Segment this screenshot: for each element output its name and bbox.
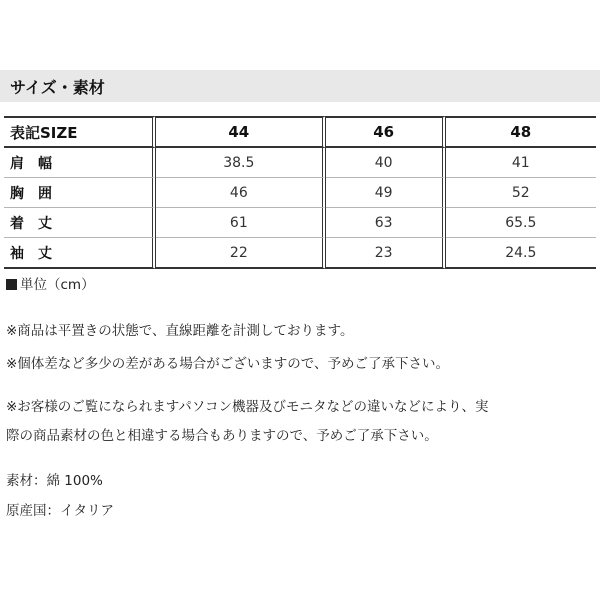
- row-label: 袖 丈: [4, 238, 156, 269]
- note-monitor-color-line1: ※お客様のご覧になられますパソコン機器及びモニタなどの違いなどにより、実: [6, 399, 489, 415]
- table-header-row: [4, 116, 596, 148]
- size-header: 48: [446, 116, 596, 148]
- cell-value: 38.5: [156, 148, 326, 178]
- cell-value: 22: [156, 238, 326, 269]
- cell-value: 46: [156, 178, 326, 208]
- note-individual-difference: ※個体差など多少の差がある場合がございますので、予めご了承下さい。: [6, 356, 450, 372]
- table-row: [4, 208, 596, 238]
- table-row: [4, 178, 596, 208]
- size-header: 46: [326, 116, 446, 148]
- row-label: 胸 囲: [4, 178, 156, 208]
- unit-note-text: 単位（cm）: [20, 277, 95, 293]
- material-info: 素材：綿 100%: [6, 473, 103, 489]
- origin-info: 原産国：イタリア: [6, 503, 114, 519]
- section-header: [0, 70, 600, 102]
- table-row: [4, 148, 596, 178]
- header-corner: 表記SIZE: [4, 116, 156, 148]
- cell-value: 49: [326, 178, 446, 208]
- cell-value: 63: [326, 208, 446, 238]
- size-table: [4, 116, 596, 269]
- cell-value: 40: [326, 148, 446, 178]
- cell-value: 52: [446, 178, 596, 208]
- cell-value: 23: [326, 238, 446, 269]
- cell-value: 24.5: [446, 238, 596, 269]
- row-label: 着 丈: [4, 208, 156, 238]
- table-row: [4, 238, 596, 269]
- row-label: 肩 幅: [4, 148, 156, 178]
- size-header: 44: [156, 116, 326, 148]
- note-monitor-color-line2: 際の商品素材の色と相違する場合もありますので、予めご了承下さい。: [6, 428, 438, 444]
- note-measurement: ※商品は平置きの状態で、直線距離を計測しております。: [6, 323, 354, 339]
- cell-value: 61: [156, 208, 326, 238]
- unit-note: [6, 273, 95, 293]
- cell-value: 65.5: [446, 208, 596, 238]
- cell-value: 41: [446, 148, 596, 178]
- section-title: サイズ・素材: [10, 78, 105, 97]
- square-bullet-icon: [6, 279, 17, 290]
